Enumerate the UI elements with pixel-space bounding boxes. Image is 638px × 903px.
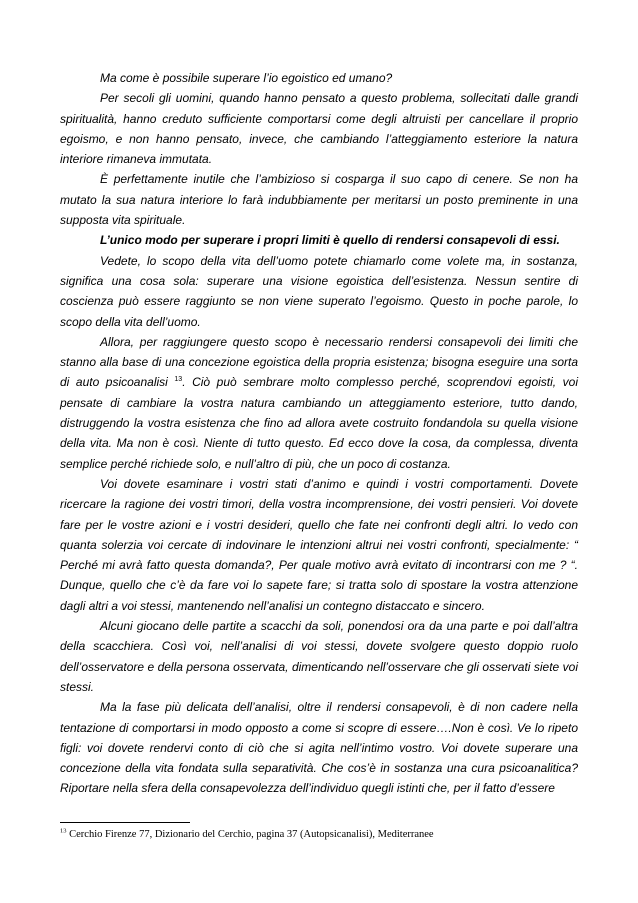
paragraph-4-bold: L’unico modo per superare i propri limiti è quello di rendersi consapevoli di essi.	[100, 233, 560, 248]
paragraph-6	[60, 332, 578, 474]
body-text	[60, 68, 578, 799]
paragraph-1: Ma come è possibile superare l’io egoistico ed umano?	[100, 71, 393, 85]
paragraph-6-start: Allora, per raggiungere questo scopo è necessario rendersi consapevoli dei limiti che stanno alla base di una concezione egoistica della propria esistenza; bisogna eseguire una sorta di auto psicoanalisi	[60, 334, 578, 390]
paragraph-8: Alcuni giocano delle partite a scacchi da soli, ponendosi ora da una parte e poi dall’altra della scacchiera. Così voi, nell’analisi di voi stessi, dovete svolgere questo doppio ruolo dell’osservatore e della persona osservata, dimenticando nell’osservare che gli osservati siete voi stessi.	[60, 619, 578, 694]
footnote-separator	[60, 822, 190, 823]
paragraph-3: È perfettamente inutile che l’ambizioso si cosparga il suo capo di cenere. Se non ha mutato la sua natura interiore lo farà indubbiamente per meritarsi un posto preminente in una supposta vita spirituale.	[60, 172, 578, 228]
paragraph-6-end: . Ciò può sembrare molto complesso perché, scoprendovi egoisti, voi pensate di cambiare la vostra natura cambiando un atteggiamento esteriore, tutto dando, distruggendo la vostra esistenza che fino ad allora avete costruito fondandola su quella visione della vita. Ma non è così. Niente di tutto questo. Ed ecco dove la cosa, da complessa, diventa semplice perché richiede solo, e null’altro di più, che un poco di costanza.	[60, 375, 579, 471]
footnote-number: 13	[60, 827, 67, 835]
footnote-reference[interactable]: 13	[174, 376, 183, 384]
paragraph-9: Ma la fase più delicata dell’analisi, oltre il rendersi consapevoli, è di non cadere nella tentazione di comportarsi in modo opposto a come si scopre di essere….Non è così. Ve lo ripeto figli: voi dovete rendervi conto di ciò che si agita nell’intimo vostro. Voi dovete superare una concezione della vita fondata sulla separatività. Che cos’è in sostanza una cura psicoanalitica? Riportare nella sfera della consapevolezza dell’individuo quegli istinti che, per il fatto d’essere	[60, 700, 578, 796]
footnote-text: Cerchio Firenze 77, Dizionario del Cerchio, pagina 37 (Autopsicanalisi), Mediterranee	[69, 829, 434, 840]
footnote	[60, 828, 590, 841]
paragraph-7: Voi dovete esaminare i vostri stati d’animo e quindi i vostri comportamenti. Dovete ricercare la ragione dei vostri timori, della vostra incomprensione, dei vostri pensieri. Voi dovete fare per le vostre azioni e i vostri desideri, quello che fate nei confronti degli altri. Io vedo con quanta solerzia voi cercate di indovinare le intenzioni altrui nei vostri confronti, specialmente: “ Perché mi avrà fatto questa domanda?, Per quale motivo avrà evitato di incontrarsi con me ? “. Dunque, quello che c’è da fare voi lo sapete fare; si tratta solo di spostare la vostra attenzione dagli altri a voi stessi, mantenendo nell’analisi un contegno distaccato e sincero.	[60, 476, 578, 613]
paragraph-2: Per secoli gli uomini, quando hanno pensato a questo problema, sollecitati dalle grandi spiritualità, hanno creduto sufficiente comportarsi come degli altruisti per cancellare il proprio egoismo, e non hanno pensato, invece, che cambiando l’atteggiamento esteriore la natura interiore rimaneva immutata.	[60, 91, 578, 167]
paragraph-5: Vedete, lo scopo della vita dell’uomo potete chiamarlo come volete ma, in sostanza, significa una cosa sola: superare una visione egoistica dell’esistenza. Nessun sentire di coscienza può essere raggiunto se non viene superato l’egoismo. Questo in poche parole, lo scopo della vita dell’uomo.	[60, 253, 578, 329]
